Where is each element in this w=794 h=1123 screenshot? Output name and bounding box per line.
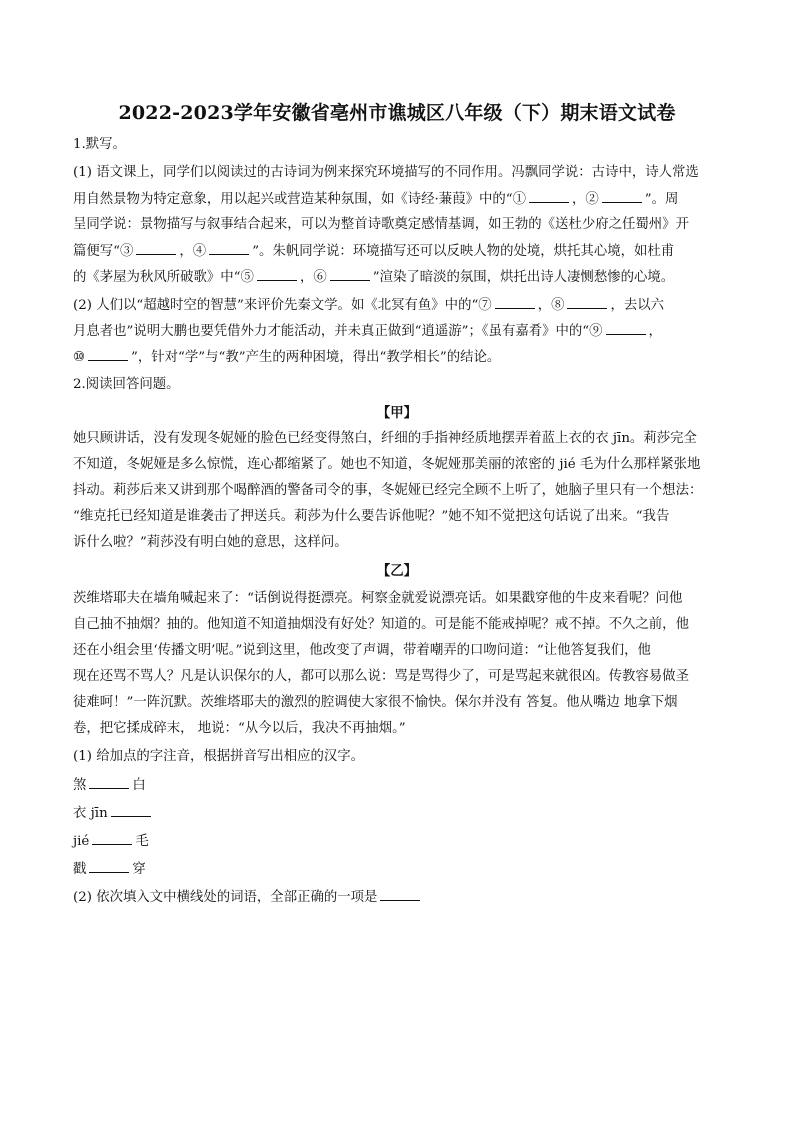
q1-p2-line1: (2) 人们以“超越时空的智慧”来评价先秦文学。如《北冥有鱼》中的“⑦ ，⑧ ，去以六 <box>73 298 665 313</box>
q1-p2-line3: ⑩ ”，针对“学”与“教”产生的两种困境，得出“教学相长”的结论。 <box>73 350 501 365</box>
jia-line: 抖动。莉莎后来又讲到那个喝醉酒的警备司令的事，冬妮娅已经完全顾不上听了，她脑子里只有一个想法： <box>73 483 703 498</box>
yi-line: 茨维塔耶夫在墙角喊起来了：“话倒说得挺漂亮。柯察金就爱说漂亮话。如果戳穿他的牛皮来看呢？问他 <box>73 591 683 606</box>
yi-line: 徒难呵！”一阵沉默。茨维塔耶夫的激烈的腔调使大家很不愉快。保尔并没有 答复。他从嘴边 地拿下烟 <box>73 695 678 710</box>
pinyin-blank-3[interactable] <box>92 832 132 845</box>
yi-line: 还在小组会里‘传播文明’呢。”说到这里，他改变了声调，带着嘲弄的口吻问道：“让他答复我们，他 <box>73 643 651 658</box>
answer-blank-3[interactable] <box>136 242 176 255</box>
answer-blank-1[interactable] <box>529 190 569 203</box>
answer-blank-7[interactable] <box>495 296 535 309</box>
pinyin-item-2: 衣 jīn <box>73 804 733 823</box>
answer-blank-8[interactable] <box>567 296 607 309</box>
yi-line: 现在还骂不骂人？凡是认识保尔的人，都可以那么说：骂是骂得少了，可是骂起来就很凶。传教容易做圣 <box>73 669 689 684</box>
answer-blank-sub2[interactable] <box>380 888 420 901</box>
answer-blank-2[interactable] <box>602 190 642 203</box>
pinyin-item-4: 戳 穿 <box>73 862 146 877</box>
sub-question-1: (1) 给加点的字注音，根据拼音写出相应的汉字。 <box>73 749 365 764</box>
q1-p2-line2: 月息者也”说明大鹏也要凭借外力才能活动，并未真正做到“逍遥游”；《虽有嘉肴》中的“⑨ ， <box>73 324 662 339</box>
answer-blank-10[interactable] <box>88 348 128 361</box>
yi-line: 卷，把它揉成碎末， 地说：“从今以后，我决不再抽烟。” <box>73 721 406 736</box>
sub-question-2: (2) 依次填入文中横线处的词语，全部正确的一项是 <box>73 888 733 907</box>
q1-p1-line2: 用自然景物为特定意象，用以起兴或营造某种氛围，如《诗经·蒹葭》中的“① ，② ”。周 <box>73 192 679 207</box>
pinyin-blank-4[interactable] <box>89 860 129 873</box>
q1-p1-line3: 呈同学说：景物描写与叙事结合起来，可以为整首诗歌奠定感情基调，如王勃的《送杜少府之任蜀州》开 <box>73 217 689 232</box>
jia-line: 不知道，冬妮娅是多么惊慌，连心都缩紧了。她也不知道，冬妮娅那美丽的浓密的 jié 毛为什么那样紧张地 <box>73 457 701 472</box>
pinyin-blank-1[interactable] <box>89 776 129 789</box>
q1-p1-line1: (1) 语文课上，同学们以阅读过的古诗词为例来探究环境描写的不同作用。冯飘同学说：古诗中，诗人常选 <box>73 165 699 180</box>
q1-header: 1.默写。 <box>73 137 126 152</box>
jia-line: “维克托已经知道是谁袭击了押送兵。莉莎为什么要告诉他呢？”她不知不觉把这句话说了出来。“我告 <box>73 509 670 524</box>
page-title: 2022-2023学年安徽省亳州市谯城区八年级（下）期末语文试卷 <box>118 102 676 124</box>
pinyin-item-3: jié 毛 <box>73 834 149 849</box>
answer-blank-5[interactable] <box>257 268 297 281</box>
pinyin-item-1: 煞 白 <box>73 778 146 793</box>
answer-blank-6[interactable] <box>330 268 370 281</box>
q2-header: 2.阅读回答问题。 <box>73 377 180 392</box>
answer-blank-4[interactable] <box>209 242 249 255</box>
passage-jia-label: 【甲】 <box>376 405 418 421</box>
q1-p1-line5: 的《茅屋为秋风所破歌》中“⑤ ，⑥ ”渲染了暗淡的氛围，烘托出诗人凄恻愁惨的心境。 <box>73 270 675 285</box>
jia-line: 诉什么啦？”莉莎没有明白她的意思，这样问。 <box>73 535 348 550</box>
jia-line: 她只顾讲话，没有发现冬妮娅的脸色已经变得煞白，纤细的手指神经质地摆弄着蓝上衣的衣 jīn。莉莎完全 <box>73 431 697 446</box>
yi-line: 自己抽不抽烟？抽的。他知道不知道抽烟没有好处？知道的。可是能不能戒掉呢？戒不掉。不久之前，他 <box>73 617 689 632</box>
pinyin-blank-2[interactable] <box>111 804 151 817</box>
answer-blank-9[interactable] <box>606 322 646 335</box>
passage-yi-label: 【乙】 <box>376 563 418 579</box>
q1-p1-line4: 篇便写“③ ，④ ”。朱帆同学说：环境描写还可以反映人物的处境，烘托其心境，如杜甫 <box>73 244 675 259</box>
